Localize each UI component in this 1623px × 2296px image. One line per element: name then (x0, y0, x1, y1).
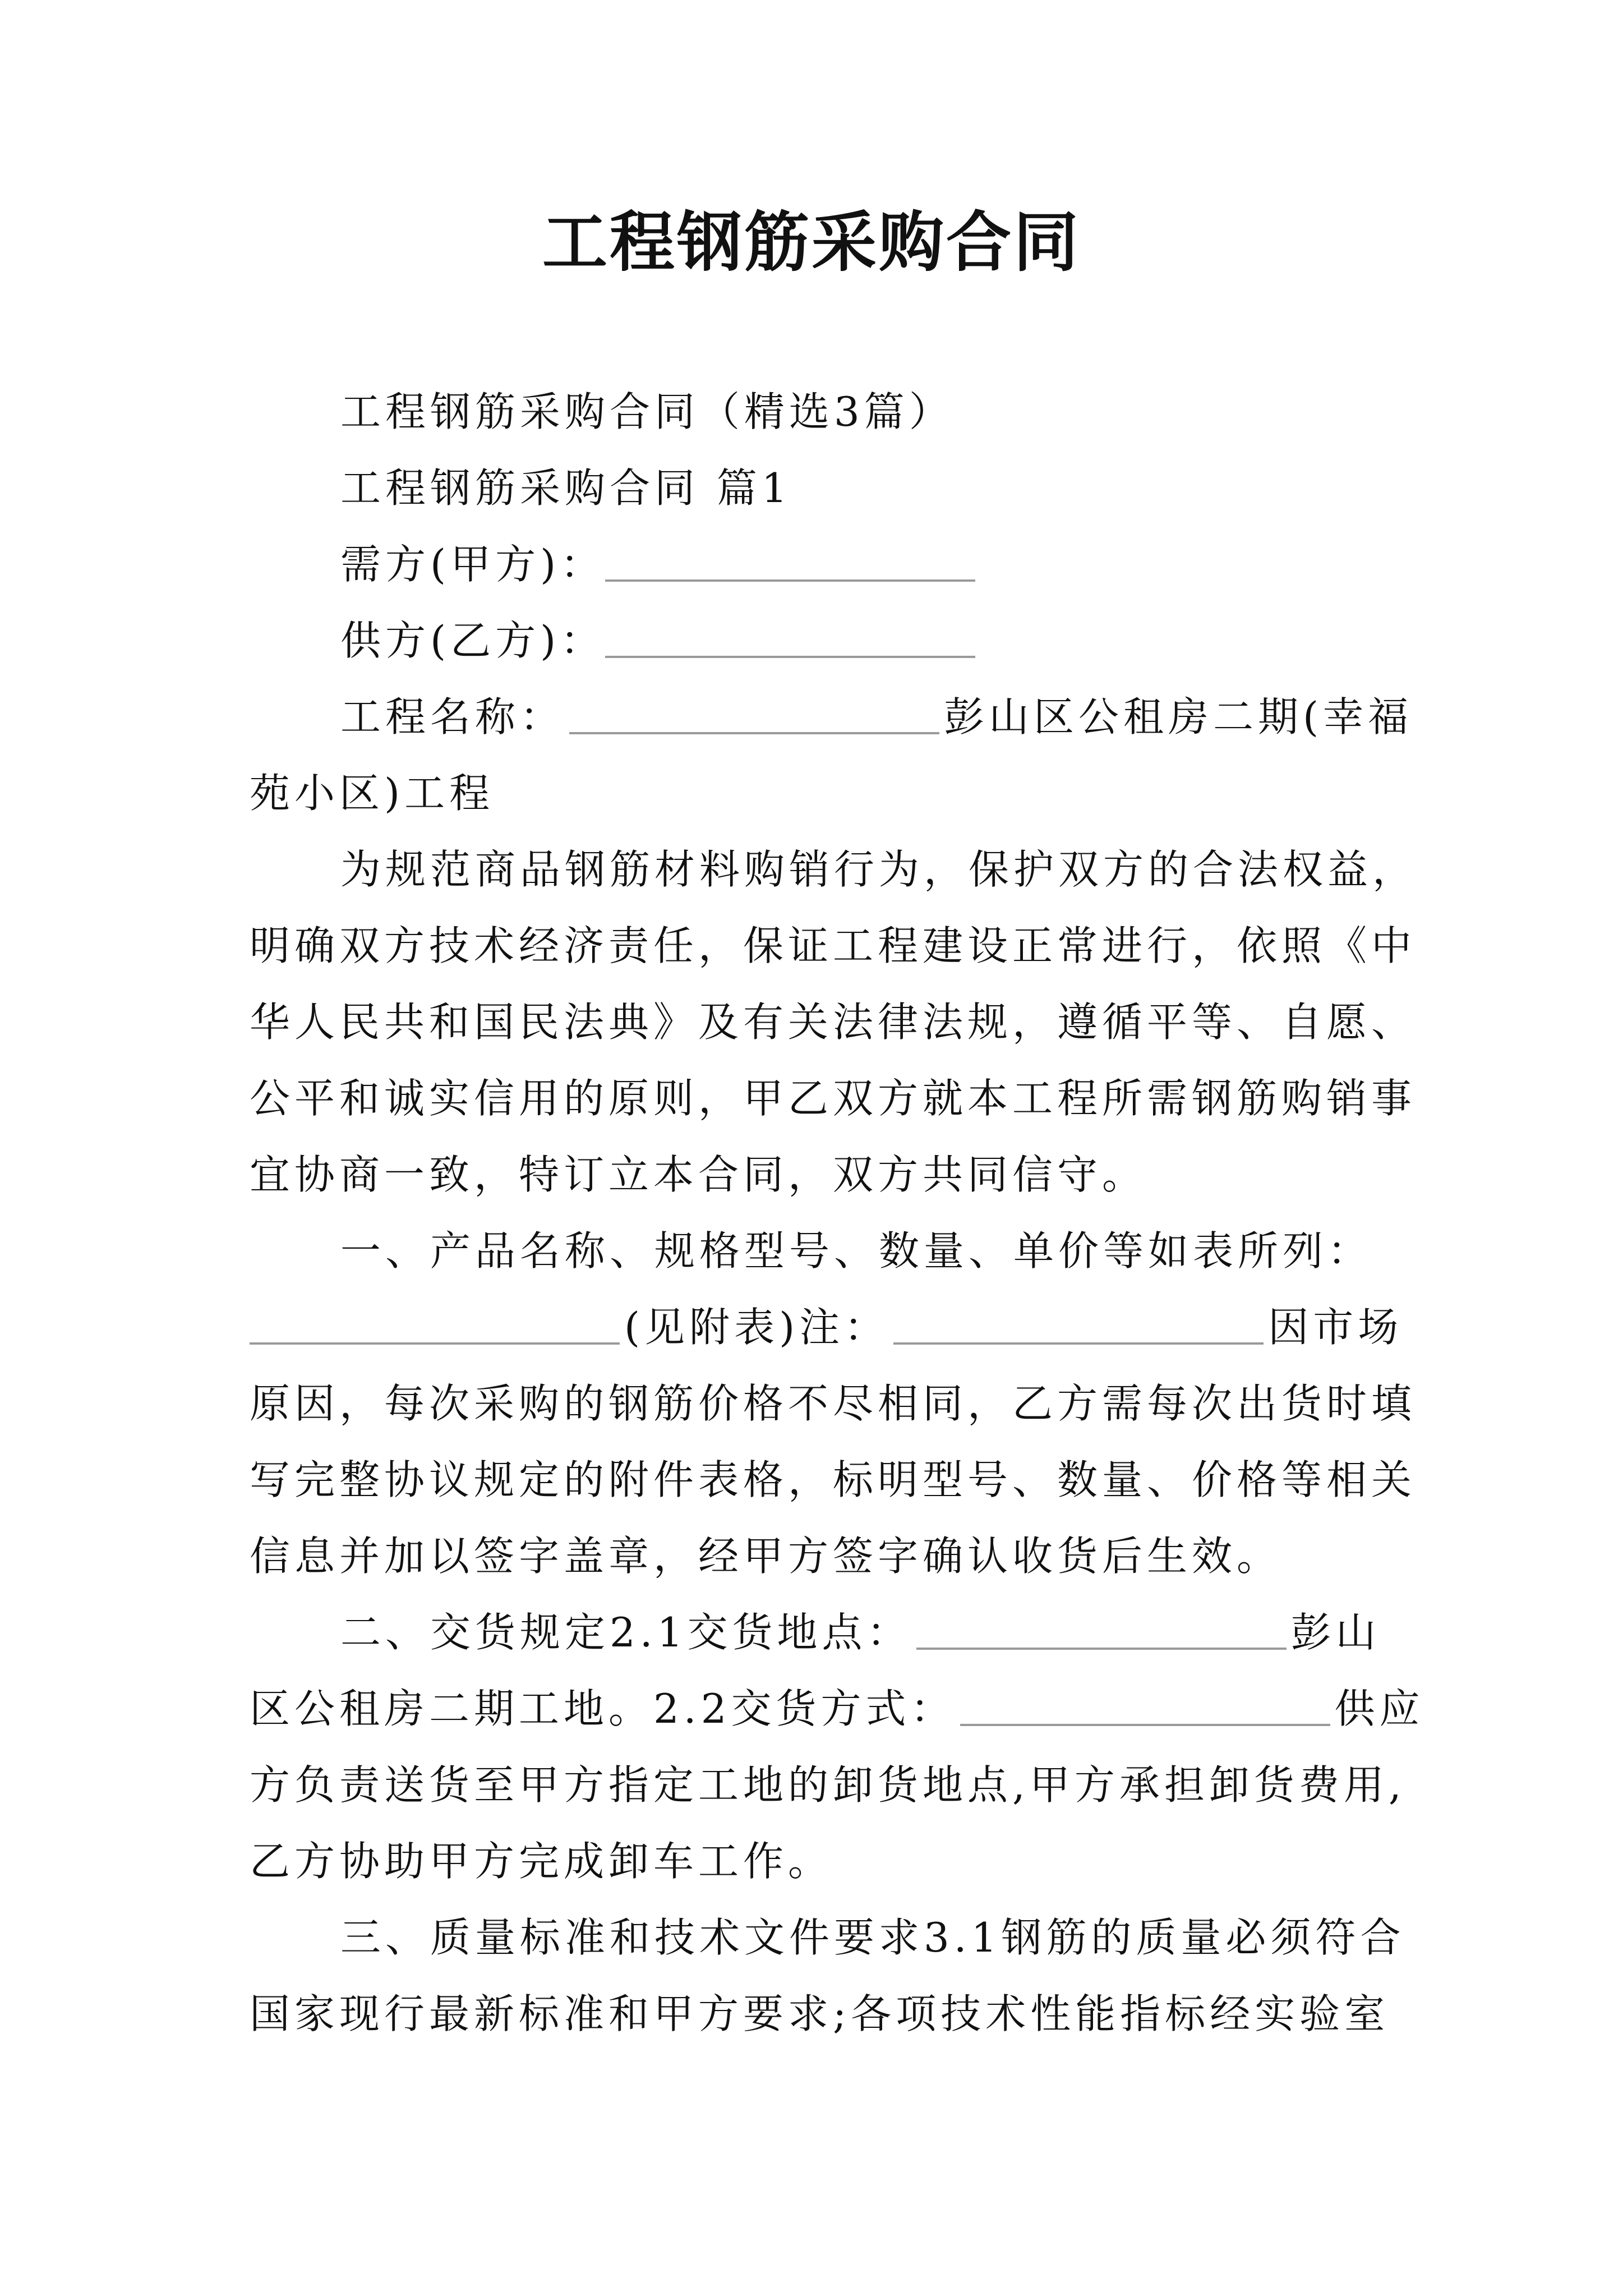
paragraph-line (250, 1289, 1403, 1365)
paragraph-line: 华人民共和国民法典》及有关法律法规，遵循平等、自愿、 (250, 999, 1417, 1046)
paragraph-line: 明确双方技术经济责任，保证工程建设正常进行，依照《中 (250, 922, 1417, 969)
paragraph-line: 乙方协助甲方完成卸车工作。 (250, 1838, 833, 1885)
party-a-line (250, 526, 1377, 602)
section-heading: 三、质量标准和技术文件要求3.1钢筋的质量必须符合 (340, 1914, 1405, 1961)
document-body (250, 374, 1424, 2052)
party-b-label: 供方(乙方)： (340, 617, 606, 664)
paragraph-line: 为规范商品钢筋材料购销行为，保护双方的合法权益， (340, 846, 1418, 893)
delivery-method-label: 区公租房二期工地。2.2交货方式： (250, 1685, 956, 1732)
paragraph-line: 原因，每次采购的钢筋价格不尽相同，乙方需每次出货时填 (250, 1380, 1417, 1427)
delivery-method-value: 供应 (1334, 1685, 1424, 1732)
note-blank (893, 1342, 1264, 1345)
party-b-line (250, 602, 1377, 679)
section-heading (250, 1594, 1381, 1671)
paragraph-line: 宜协商一致，特订立本合同，双方共同信守。 (250, 1151, 1147, 1198)
paragraph-line (250, 1671, 1424, 1747)
section-heading: 一、产品名称、规格型号、数量、单价等如表所列： (340, 1227, 1373, 1274)
project-name-blank (569, 732, 939, 734)
delivery-method-blank (960, 1724, 1330, 1726)
project-name-line (250, 679, 1413, 755)
delivery-place-blank (916, 1648, 1287, 1650)
party-b-blank (605, 656, 975, 658)
paragraph-line: 方负责送货至甲方指定工地的卸货地点,甲方承担卸货费用, (250, 1761, 1406, 1809)
attachment-note: (见附表)注： (624, 1304, 889, 1351)
paragraph-line: 公平和诚实信用的原则，甲乙双方就本工程所需钢筋购销事 (250, 1075, 1417, 1122)
subtitle-line: 工程钢筋采购合同（精选3篇） (340, 388, 954, 435)
party-a-blank (605, 579, 975, 582)
party-a-label: 需方(甲方)： (340, 541, 606, 588)
paragraph-line: 国家现行最新标准和甲方要求;各项技术性能指标经实验室 (250, 1990, 1390, 2037)
market-text: 因市场 (1268, 1304, 1403, 1351)
delivery-place-value: 彭山 (1290, 1609, 1381, 1656)
part-heading: 工程钢筋采购合同 篇1 (340, 464, 792, 512)
product-blank (250, 1342, 620, 1345)
project-name-value: 彭山区公租房二期(幸福 (944, 693, 1413, 740)
paragraph-line: 信息并加以签字盖章，经甲方签字确认收货后生效。 (250, 1533, 1282, 1580)
delivery-place-label: 二、交货规定2.1交货地点： (340, 1609, 912, 1656)
project-name-label: 工程名称： (340, 693, 565, 740)
paragraph-line: 苑小区)工程 (250, 770, 495, 817)
paragraph-line: 写完整协议规定的附件表格，标明型号、数量、价格等相关 (250, 1456, 1417, 1503)
document-title: 工程钢筋采购合同 (542, 204, 1081, 280)
